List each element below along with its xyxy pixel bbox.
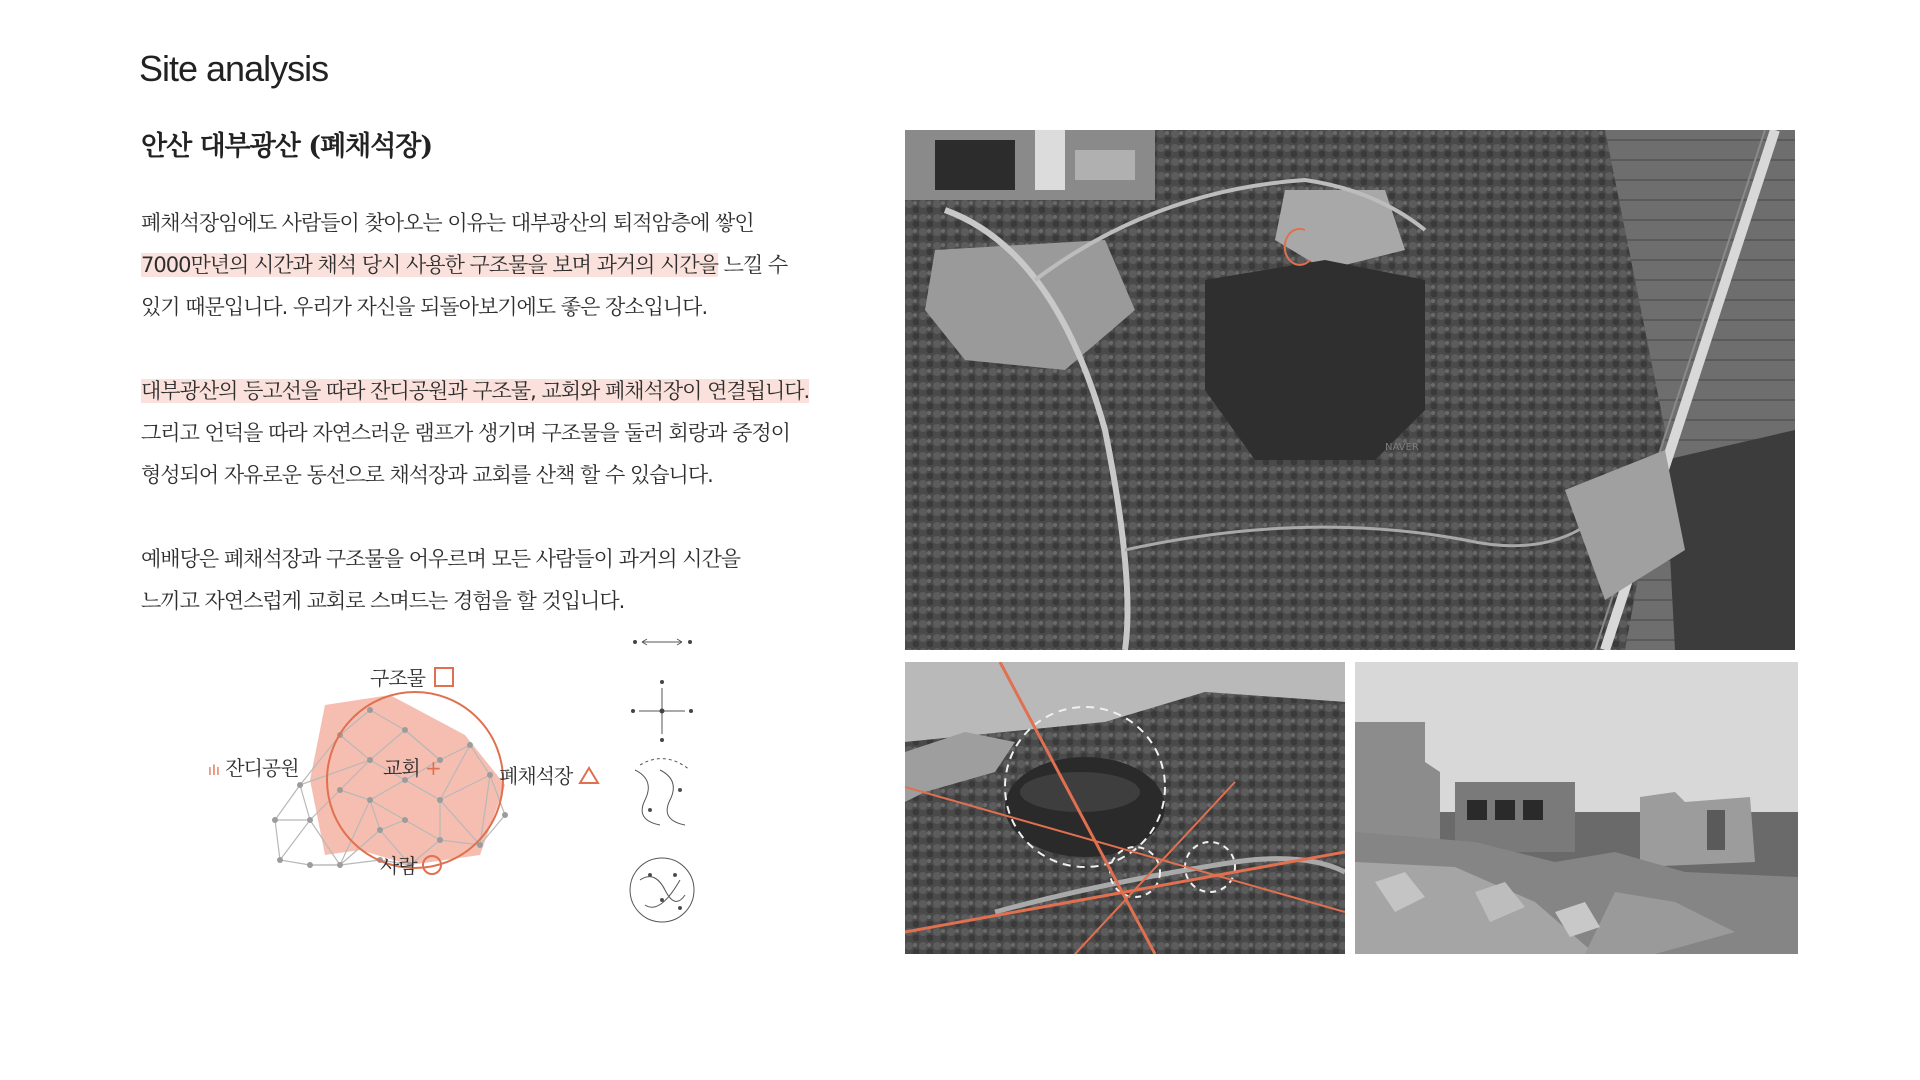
text-segment: 형성되어 자유로운 동선으로 채석장과 교회를 산책 할 수 있습니다.: [141, 463, 713, 487]
label-church: [383, 752, 441, 781]
text-segment: 예배당은 폐채석장과 구조물을 어우르며 모든 사람들이 과거의 시간을: [141, 547, 741, 571]
label-church-text: 교회: [383, 756, 420, 780]
label-structure-text: 구조물: [370, 666, 425, 690]
label-lawn-park: [208, 752, 299, 781]
grass-icon: ıIı: [208, 763, 220, 779]
paragraph-line: [141, 454, 809, 496]
text-segment: 폐채석장임에도 사람들이 찾아오는 이유는 대부광산의 퇴적암층에 쌓인: [141, 211, 754, 235]
cross-path-icon: [631, 680, 693, 742]
paragraph-chapel: [141, 538, 740, 622]
network-circle-icon: [630, 858, 694, 922]
text-segment: 느끼고 자연스럽게 교회로 스며드는 경험을 할 것입니다.: [141, 589, 625, 613]
site-relationship-diagram: [190, 650, 610, 910]
aerial-photo-image: [905, 662, 1345, 954]
paragraph-intro: [141, 202, 787, 328]
paragraph-line: [141, 286, 787, 328]
section-subtitle: 안산 대부광산 (폐채석장): [141, 131, 433, 162]
paragraph-connection: [141, 370, 809, 496]
highlighted-text: 7000만년의 시간과 채석 당시 사용한 구조물을 보며 과거의 시간을: [141, 253, 718, 277]
label-lawn-park-text: 잔디공원: [225, 756, 299, 780]
paragraph-line: [141, 244, 787, 286]
naver-watermark: NAVER: [1385, 442, 1419, 453]
text-segment: 있기 때문입니다. 우리가 자신을 되돌아보기에도 좋은 장소입니다.: [141, 295, 708, 319]
triangle-icon: [578, 766, 600, 790]
linear-path-icon: [633, 639, 692, 645]
label-structure: [370, 662, 454, 691]
aerial-map-image: [905, 130, 1795, 650]
square-icon: [434, 667, 454, 687]
circulation-icons: [620, 630, 700, 950]
label-quarry-text: 폐채석장: [499, 764, 573, 788]
page-title: Site analysis: [139, 48, 329, 89]
paragraph-line: [141, 538, 740, 580]
cross-icon: +: [425, 756, 441, 780]
label-quarry: [499, 760, 600, 790]
label-people-text: 사람: [380, 854, 417, 878]
ruins-photo-image: [1355, 662, 1798, 954]
circle-icon: [422, 855, 442, 875]
paragraph-line: [141, 370, 809, 412]
paragraph-line: [141, 202, 787, 244]
highlighted-text: 대부광산의 등고선을 따라 잔디공원과 구조물, 교회와 폐채석장이 연결됩니다.: [141, 379, 810, 403]
label-people: [380, 850, 442, 879]
paragraph-line: [141, 412, 809, 454]
paragraph-line: [141, 580, 740, 622]
flow-path-icon: [635, 759, 690, 825]
text-segment: 느낄 수: [718, 253, 788, 277]
text-segment: 그리고 언덕을 따라 자연스러운 램프가 생기며 구조물을 둘러 회랑과 중정이: [141, 421, 790, 445]
